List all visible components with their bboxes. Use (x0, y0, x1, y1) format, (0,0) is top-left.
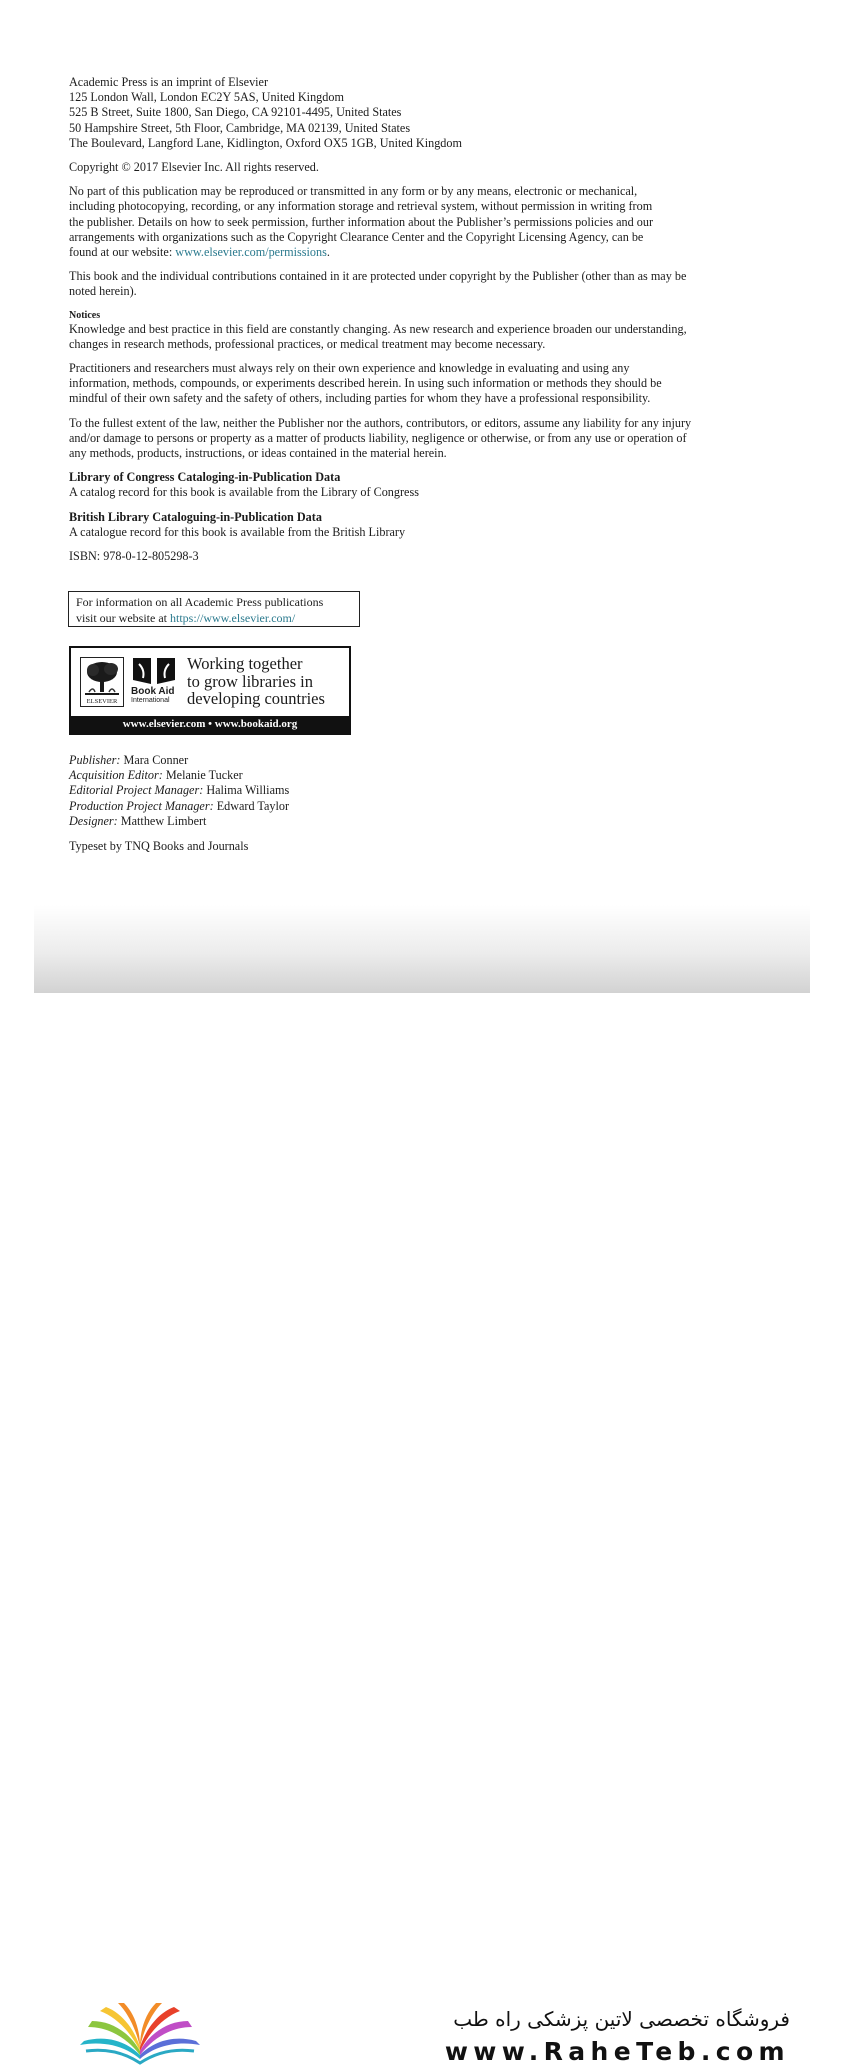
bookaid-label: Book Aid (131, 686, 175, 697)
permissions-line: arrangements with organizations such as the Copyright Clearance Center and the Copyright Licensing Agency, can be (69, 229, 644, 244)
credit-name: Edward Taylor (216, 798, 290, 813)
copyright-text: Copyright © 2017 Elsevier Inc. All rights reserved. (69, 160, 319, 175)
info-line: For information on all Academic Press publications (76, 595, 324, 609)
bl-text: A catalogue record for this book is available from the British Library (69, 524, 406, 539)
bookaid-tagline (187, 655, 349, 708)
credit-row (69, 768, 289, 783)
copyright-content (69, 75, 773, 573)
protection-paragraph (69, 269, 773, 299)
typeset-note: Typeset by TNQ Books and Journals (69, 839, 249, 853)
elsevier-website-link[interactable]: https://www.elsevier.com/ (169, 610, 296, 625)
credit-row (69, 783, 289, 798)
open-book-rainbow-icon (76, 2001, 204, 2067)
bookaid-logo (131, 656, 177, 710)
bookaid-panel (69, 646, 351, 735)
credit-role: Publisher: (69, 753, 121, 767)
isbn: ISBN: 978-0-12-805298-3 (69, 549, 199, 564)
notices-paragraph-2 (69, 361, 773, 407)
protection-line: This book and the individual contributions contained in it are protected under copyright by the Publisher (other than as may be (69, 269, 687, 284)
notices-line: To the fullest extent of the law, neither the Publisher nor the authors, contributors, or editors, assume any liability for any injury (69, 415, 692, 430)
copyright-statement (69, 160, 773, 175)
tagline-line: Working together (187, 654, 303, 673)
permissions-line: No part of this publication may be reproduced or transmitted in any form or by any means, electronic or mechanical, (69, 184, 638, 199)
permissions-prefix: found at our website: (69, 245, 176, 260)
permissions-line: the publisher. Details on how to seek permission, further information about the Publisher’s permissions policies and our (69, 214, 654, 229)
credit-name: Mara Conner (123, 753, 189, 767)
notices-line: Practitioners and researchers must always rely on their own experience and knowledge in evaluating and using any (69, 361, 630, 376)
credit-row (69, 814, 289, 829)
credit-name: Matthew Limbert (120, 813, 207, 828)
notices-line: Knowledge and best practice in this field are constantly changing. As new research and experience broaden our understanding, (69, 321, 687, 336)
notices-line: information, methods, compounds, or experiments described herein. In using such information or methods they should be (69, 376, 662, 391)
notices-heading: Notices (69, 309, 101, 321)
store-website[interactable]: www.RaheTeb.com (444, 2037, 790, 2066)
elsevier-tree-icon (81, 658, 123, 696)
credit-row (69, 753, 289, 768)
store-banner (0, 993, 844, 2066)
credit-role: Production Project Manager: (69, 798, 214, 813)
info-box (68, 591, 360, 627)
bl-cip (69, 510, 773, 540)
address-line: 125 London Wall, London EC2Y 5AS, United Kingdom (69, 90, 344, 105)
store-persian-title: فروشگاه تخصصی لاتین پزشکی راه طب (453, 2007, 790, 2031)
address-line: 50 Hampshire Street, 5th Floor, Cambridge, MA 02139, United States (69, 120, 411, 135)
address-line: 525 B Street, Suite 1800, San Diego, CA 92101-4495, United States (69, 105, 402, 120)
address-line: The Boulevard, Langford Lane, Kidlington, Oxford OX5 1GB, United Kingdom (69, 135, 462, 150)
address-line: Academic Press is an imprint of Elsevier (69, 75, 269, 89)
page-shadow (34, 905, 810, 993)
permissions-line (69, 245, 773, 260)
notices-line: and/or damage to persons or property as a matter of products liability, negligence or otherwise, or from any use or operation of (69, 430, 687, 445)
credit-role: Editorial Project Manager: (69, 783, 204, 798)
credit-row (69, 799, 289, 814)
open-book-hands-icon (131, 656, 177, 686)
notices-line: any methods, products, instructions, or ideas contained in the material herein. (69, 446, 447, 461)
notices-section (69, 309, 773, 352)
credit-name: Halima Williams (206, 783, 290, 798)
bl-heading: British Library Cataloguing-in-Publication Data (69, 509, 322, 524)
permissions-link[interactable]: www.elsevier.com/permissions (175, 245, 327, 260)
loc-heading: Library of Congress Cataloging-in-Publication Data (69, 470, 341, 485)
bookaid-top (71, 648, 349, 716)
permissions-line: including photocopying, recording, or any information storage and retrieval system, without permission in writing from (69, 199, 653, 214)
loc-text: A catalog record for this book is available from the Library of Congress (69, 485, 419, 500)
credit-name: Melanie Tucker (165, 768, 243, 783)
credit-role: Acquisition Editor: (69, 768, 163, 783)
tagline-line: to grow libraries in (187, 671, 314, 691)
credit-role: Designer: (69, 813, 118, 828)
bookaid-sub-label: International (131, 697, 170, 704)
notices-line: changes in research methods, professional practices, or medical treatment may become necessary. (69, 336, 546, 351)
elsevier-label: ELSEVIER (86, 698, 118, 705)
notices-line: mindful of their own safety and the safety of others, including parties for whom they have a professional responsibility. (69, 391, 651, 406)
publisher-address (69, 75, 773, 151)
elsevier-tree-logo (80, 657, 124, 707)
protection-line: noted herein). (69, 284, 137, 299)
info-line (76, 611, 359, 627)
loc-cip (69, 470, 773, 500)
isbn-block (69, 549, 773, 564)
notices-paragraph-3 (69, 416, 773, 462)
info-prefix: visit our website at (76, 610, 170, 625)
bookaid-footer: www.elsevier.com • www.bookaid.org (71, 716, 349, 733)
tagline-line: developing countries (187, 689, 325, 708)
permissions-paragraph (69, 184, 773, 260)
permissions-suffix: . (326, 245, 330, 260)
credits-list (69, 753, 289, 829)
